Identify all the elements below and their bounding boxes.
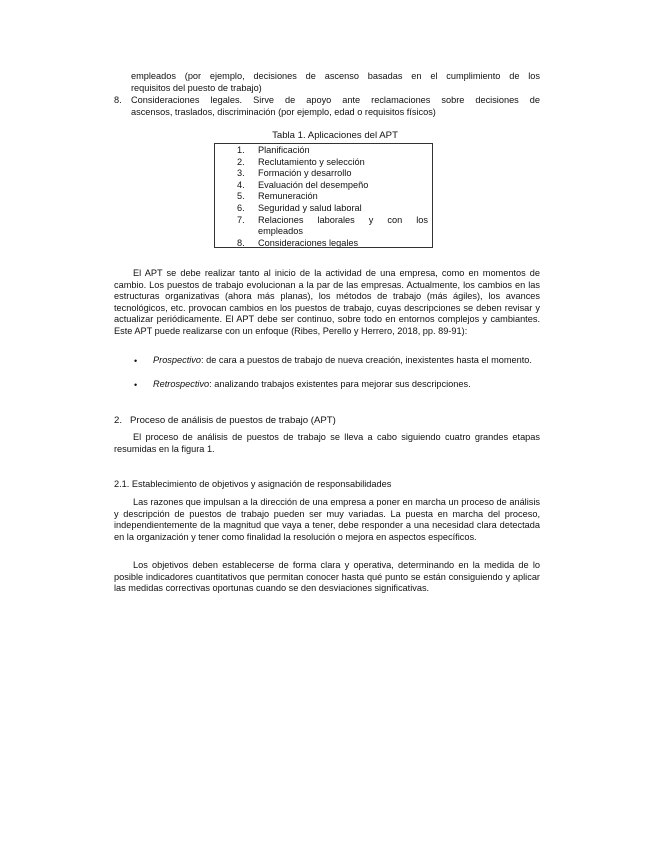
table-row-number: 5.: [237, 191, 245, 202]
bullet-term: Retrospectivo: [153, 379, 210, 389]
section-2-1-heading: 2.1. Establecimiento de objetivos y asignación de responsabilidades: [114, 479, 392, 489]
table-row-number: 1.: [237, 145, 245, 155]
bullet-item-retrospectivo: [153, 379, 540, 391]
table-row-number: 4.: [237, 179, 245, 190]
list-item-7-line-1: empleados (por ejemplo, decisiones de ascenso basadas en el cumplimiento de los: [131, 71, 540, 81]
table-row-number: 2.: [237, 156, 245, 167]
table-caption: Tabla 1. Aplicaciones del APT: [272, 130, 398, 141]
bullet-icon: •: [134, 380, 138, 390]
list-item-8-line-1: Consideraciones legales. Sirve de apoyo ante reclamaciones sobre decisiones de: [131, 95, 540, 105]
section-2-paragraph: El proceso de análisis de puestos de trabajo se lleva a cabo siguiendo cuatro grandes etapas resumidas en la figura 1.: [114, 432, 540, 454]
paragraph-apt: El APT se debe realizar tanto al inicio de la actividad de una empresa, como en momentos de cambio. Los puestos de trabajo evolucionan a la par de las empresas. Actualmente, los cambios en las estructuras organizativas (ahora más planas), los métodos de trabajo (más ágiles), los avances tecnológicos, etc. provocan cambios en los puestos de trabajo, cuyas descripciones se deben revisar y actualizar periódicamente. El APT debe ser continuo, sobre todo en entornos complejos y cambiantes. Este APT puede realizarse con un enfoque (Ribes, Perello y Herrero, 2018, pp. 89-91):: [114, 268, 540, 336]
list-item-8-line-2: ascensos, traslados, discriminación (por ejemplo, edad o requisitos físicos): [131, 106, 436, 117]
table-row-label: Relaciones laborales y con los empleados: [258, 214, 428, 237]
table-row-label: Planificación: [258, 145, 310, 155]
table-row-label: Evaluación del desempeño: [258, 179, 369, 190]
table-row-label: Formación y desarrollo: [258, 168, 352, 179]
list-item-7-continuation: [131, 71, 540, 94]
section-2-heading: 2. Proceso de análisis de puestos de trabajo (APT): [114, 415, 336, 426]
bullet-term: Prospectivo: [153, 355, 202, 365]
table-row-number: 8.: [237, 237, 245, 248]
bullet-text: : de cara a puestos de trabajo de nueva creación, inexistentes hasta el momento.: [201, 355, 532, 365]
bullet-item-prospectivo: [153, 355, 540, 367]
applications-table: [214, 143, 433, 248]
section-2-1-paragraph-2: Los objetivos deben establecerse de forma clara y operativa, determinando en la medida de lo posible indicadores cuantitativos que permitan conocer hasta qué punto se están consiguiendo y aplicar las medidas correctivas oportunas cuando se den desviaciones significativas.: [114, 560, 540, 594]
table-row-label: Remuneración: [258, 191, 318, 202]
list-item-8-number: 8.: [114, 95, 122, 105]
table-row-number: 3.: [237, 168, 245, 179]
table-row-number: 7.: [237, 214, 245, 225]
bullet-icon: •: [134, 356, 138, 366]
list-item-7-line-2: requisitos del puesto de trabajo): [131, 82, 262, 93]
table-row-number: 6.: [237, 203, 245, 213]
table-row-label: Consideraciones legales: [258, 237, 359, 248]
table-row-label: Seguridad y salud laboral: [258, 203, 362, 213]
list-item-8: [131, 95, 540, 118]
table-row-label: Reclutamiento y selección: [258, 156, 365, 167]
section-2-1-paragraph-1: Las razones que impulsan a la dirección de una empresa a poner en marcha un proceso de análisis y descripción de puestos de trabajo pueden ser muy variadas. La puesta en marcha del proceso, independientemente de la magnitud que vaya a tener, debe responder a una necesidad clara detectada en la organización y tener como finalidad la resolución o mejora en aspectos específicos.: [114, 497, 540, 542]
bullet-text: : analizando trabajos existentes para mejorar sus descripciones.: [209, 379, 471, 389]
